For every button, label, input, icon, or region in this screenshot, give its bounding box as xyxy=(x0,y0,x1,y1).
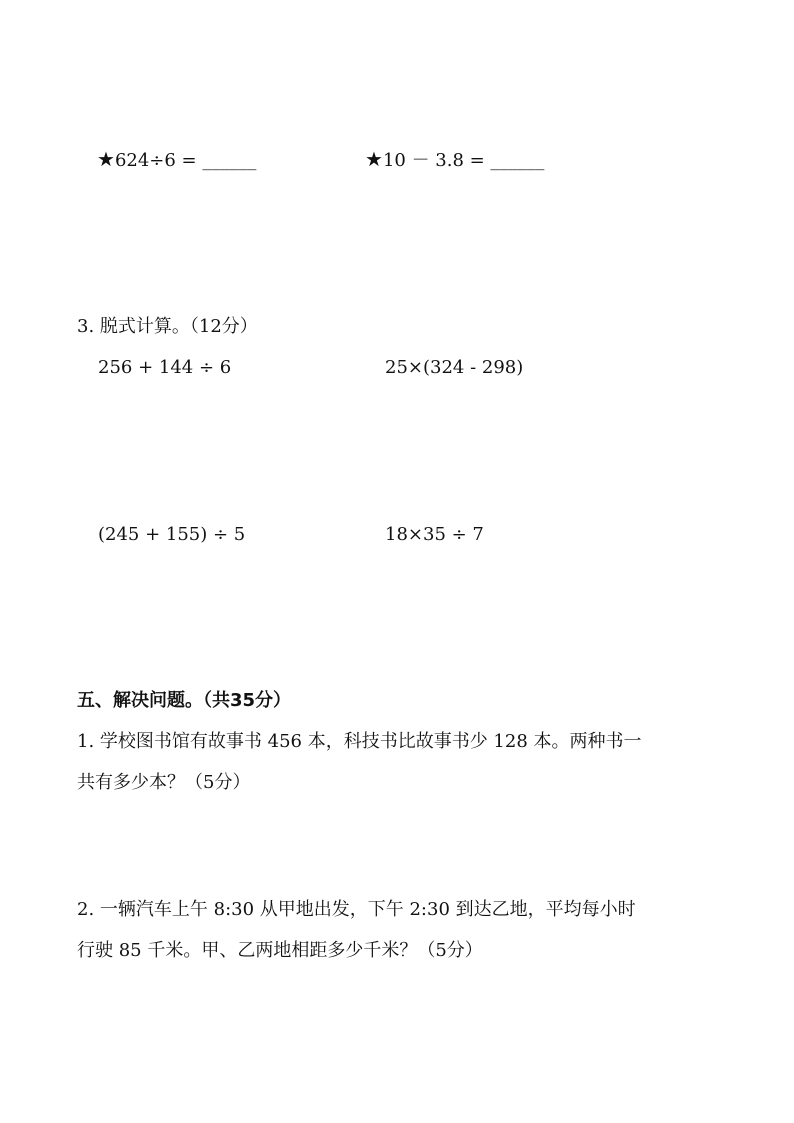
section-3-title: 3. 脱式计算。（12分） xyxy=(77,316,258,337)
calc-problem-3: (245 + 155) ÷ 5 xyxy=(98,524,246,545)
section-5-title: 五、解决问题。（共35分） xyxy=(77,690,292,711)
star-icon: ★ xyxy=(97,147,115,171)
star-problem-1 xyxy=(97,148,256,172)
calc-problem-2: 25×(324 - 298) xyxy=(385,357,524,378)
question-1-line-2: 共有多少本？（5分） xyxy=(77,772,251,793)
star-problem-2 xyxy=(365,148,544,172)
question-1-line-1: 1. 学校图书馆有故事书 456 本，科技书比故事书少 128 本。两种书一 xyxy=(77,731,642,752)
calc-problem-1: 256 + 144 ÷ 6 xyxy=(98,357,232,378)
question-2-line-1: 2. 一辆汽车上午 8:30 从甲地出发，下午 2:30 到达乙地，平均每小时 xyxy=(77,899,636,920)
star-icon: ★ xyxy=(365,147,383,171)
star-problem-expression: 10 － 3.8 = ______ xyxy=(382,150,545,171)
calc-problem-4: 18×35 ÷ 7 xyxy=(385,524,484,545)
star-problem-expression: 624÷6 = ______ xyxy=(114,150,257,171)
question-2-line-2: 行驶 85 千米。甲、乙两地相距多少千米？（5分） xyxy=(77,940,483,961)
